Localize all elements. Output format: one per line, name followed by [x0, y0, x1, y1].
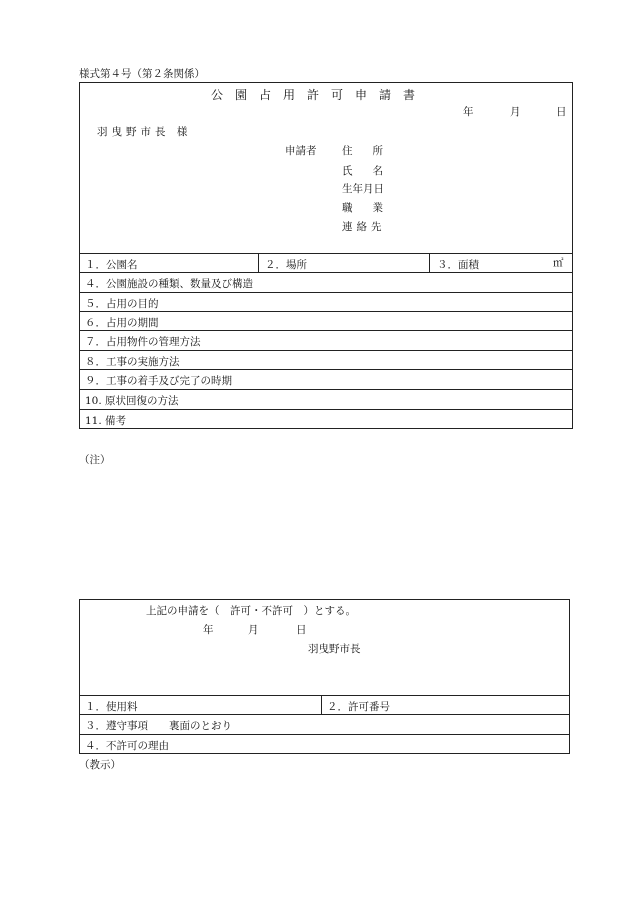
row-restoration: 10. 原状回復の方法	[85, 395, 179, 407]
note-label: （注）	[79, 454, 111, 466]
divider	[79, 292, 573, 293]
decision-statement: 上記の申請を（ 許可・不許可 ）とする。	[146, 605, 356, 617]
divider	[79, 695, 570, 696]
field-occupation: 職業	[342, 202, 403, 214]
row-remarks: 11. 備考	[85, 415, 127, 427]
column-divider	[321, 695, 322, 714]
field-contact: 連絡先	[342, 221, 386, 233]
row-period: ６．占用の期間	[85, 317, 159, 329]
field-location: ２．場所	[265, 259, 307, 271]
field-address: 住所	[342, 145, 403, 157]
row-management: ７．占用物件の管理方法	[85, 336, 201, 348]
row-construction-schedule: ９．工事の着手及び完了の時期	[85, 375, 232, 387]
field-usage-fee: １．使用料	[85, 701, 138, 713]
date-month: 月	[510, 106, 521, 118]
addressee: 羽曳野市長 様	[97, 126, 192, 138]
decision-date-month: 月	[248, 624, 259, 636]
row-facility-type: ４．公園施設の種類、数量及び構造	[85, 278, 253, 290]
column-divider	[258, 253, 259, 272]
form-title: 公園占用許可申請書	[211, 88, 428, 102]
divider	[79, 272, 573, 273]
decision-authority: 羽曳野市長	[308, 643, 361, 655]
field-rejection-reason: ４．不許可の理由	[85, 740, 169, 752]
divider	[79, 369, 573, 370]
divider	[79, 311, 573, 312]
date-day: 日	[556, 106, 567, 118]
divider	[79, 734, 570, 735]
decision-date-year: 年	[203, 624, 214, 636]
row-purpose: ５．占用の目的	[85, 298, 159, 310]
area-unit: ㎡	[553, 257, 564, 269]
divider	[79, 253, 573, 254]
field-area: ３．面積	[437, 259, 479, 271]
field-permit-number: ２．許可番号	[327, 701, 390, 713]
field-birthdate: 生年月日	[342, 183, 384, 195]
field-name: 氏名	[342, 165, 403, 177]
divider	[79, 350, 573, 351]
field-compliance: ３．遵守事項 裏面のとおり	[85, 720, 232, 732]
divider	[79, 714, 570, 715]
instruction-label: （教示）	[79, 759, 121, 771]
row-construction-method: ８．工事の実施方法	[85, 356, 180, 368]
divider	[79, 330, 573, 331]
divider	[79, 409, 573, 410]
divider	[79, 389, 573, 390]
form-number-label: 様式第４号（第２条関係）	[79, 68, 205, 80]
field-park-name: １．公園名	[85, 259, 138, 271]
applicant-label: 申請者	[285, 145, 317, 157]
decision-date-day: 日	[296, 624, 307, 636]
column-divider	[429, 253, 430, 272]
date-year: 年	[463, 106, 474, 118]
